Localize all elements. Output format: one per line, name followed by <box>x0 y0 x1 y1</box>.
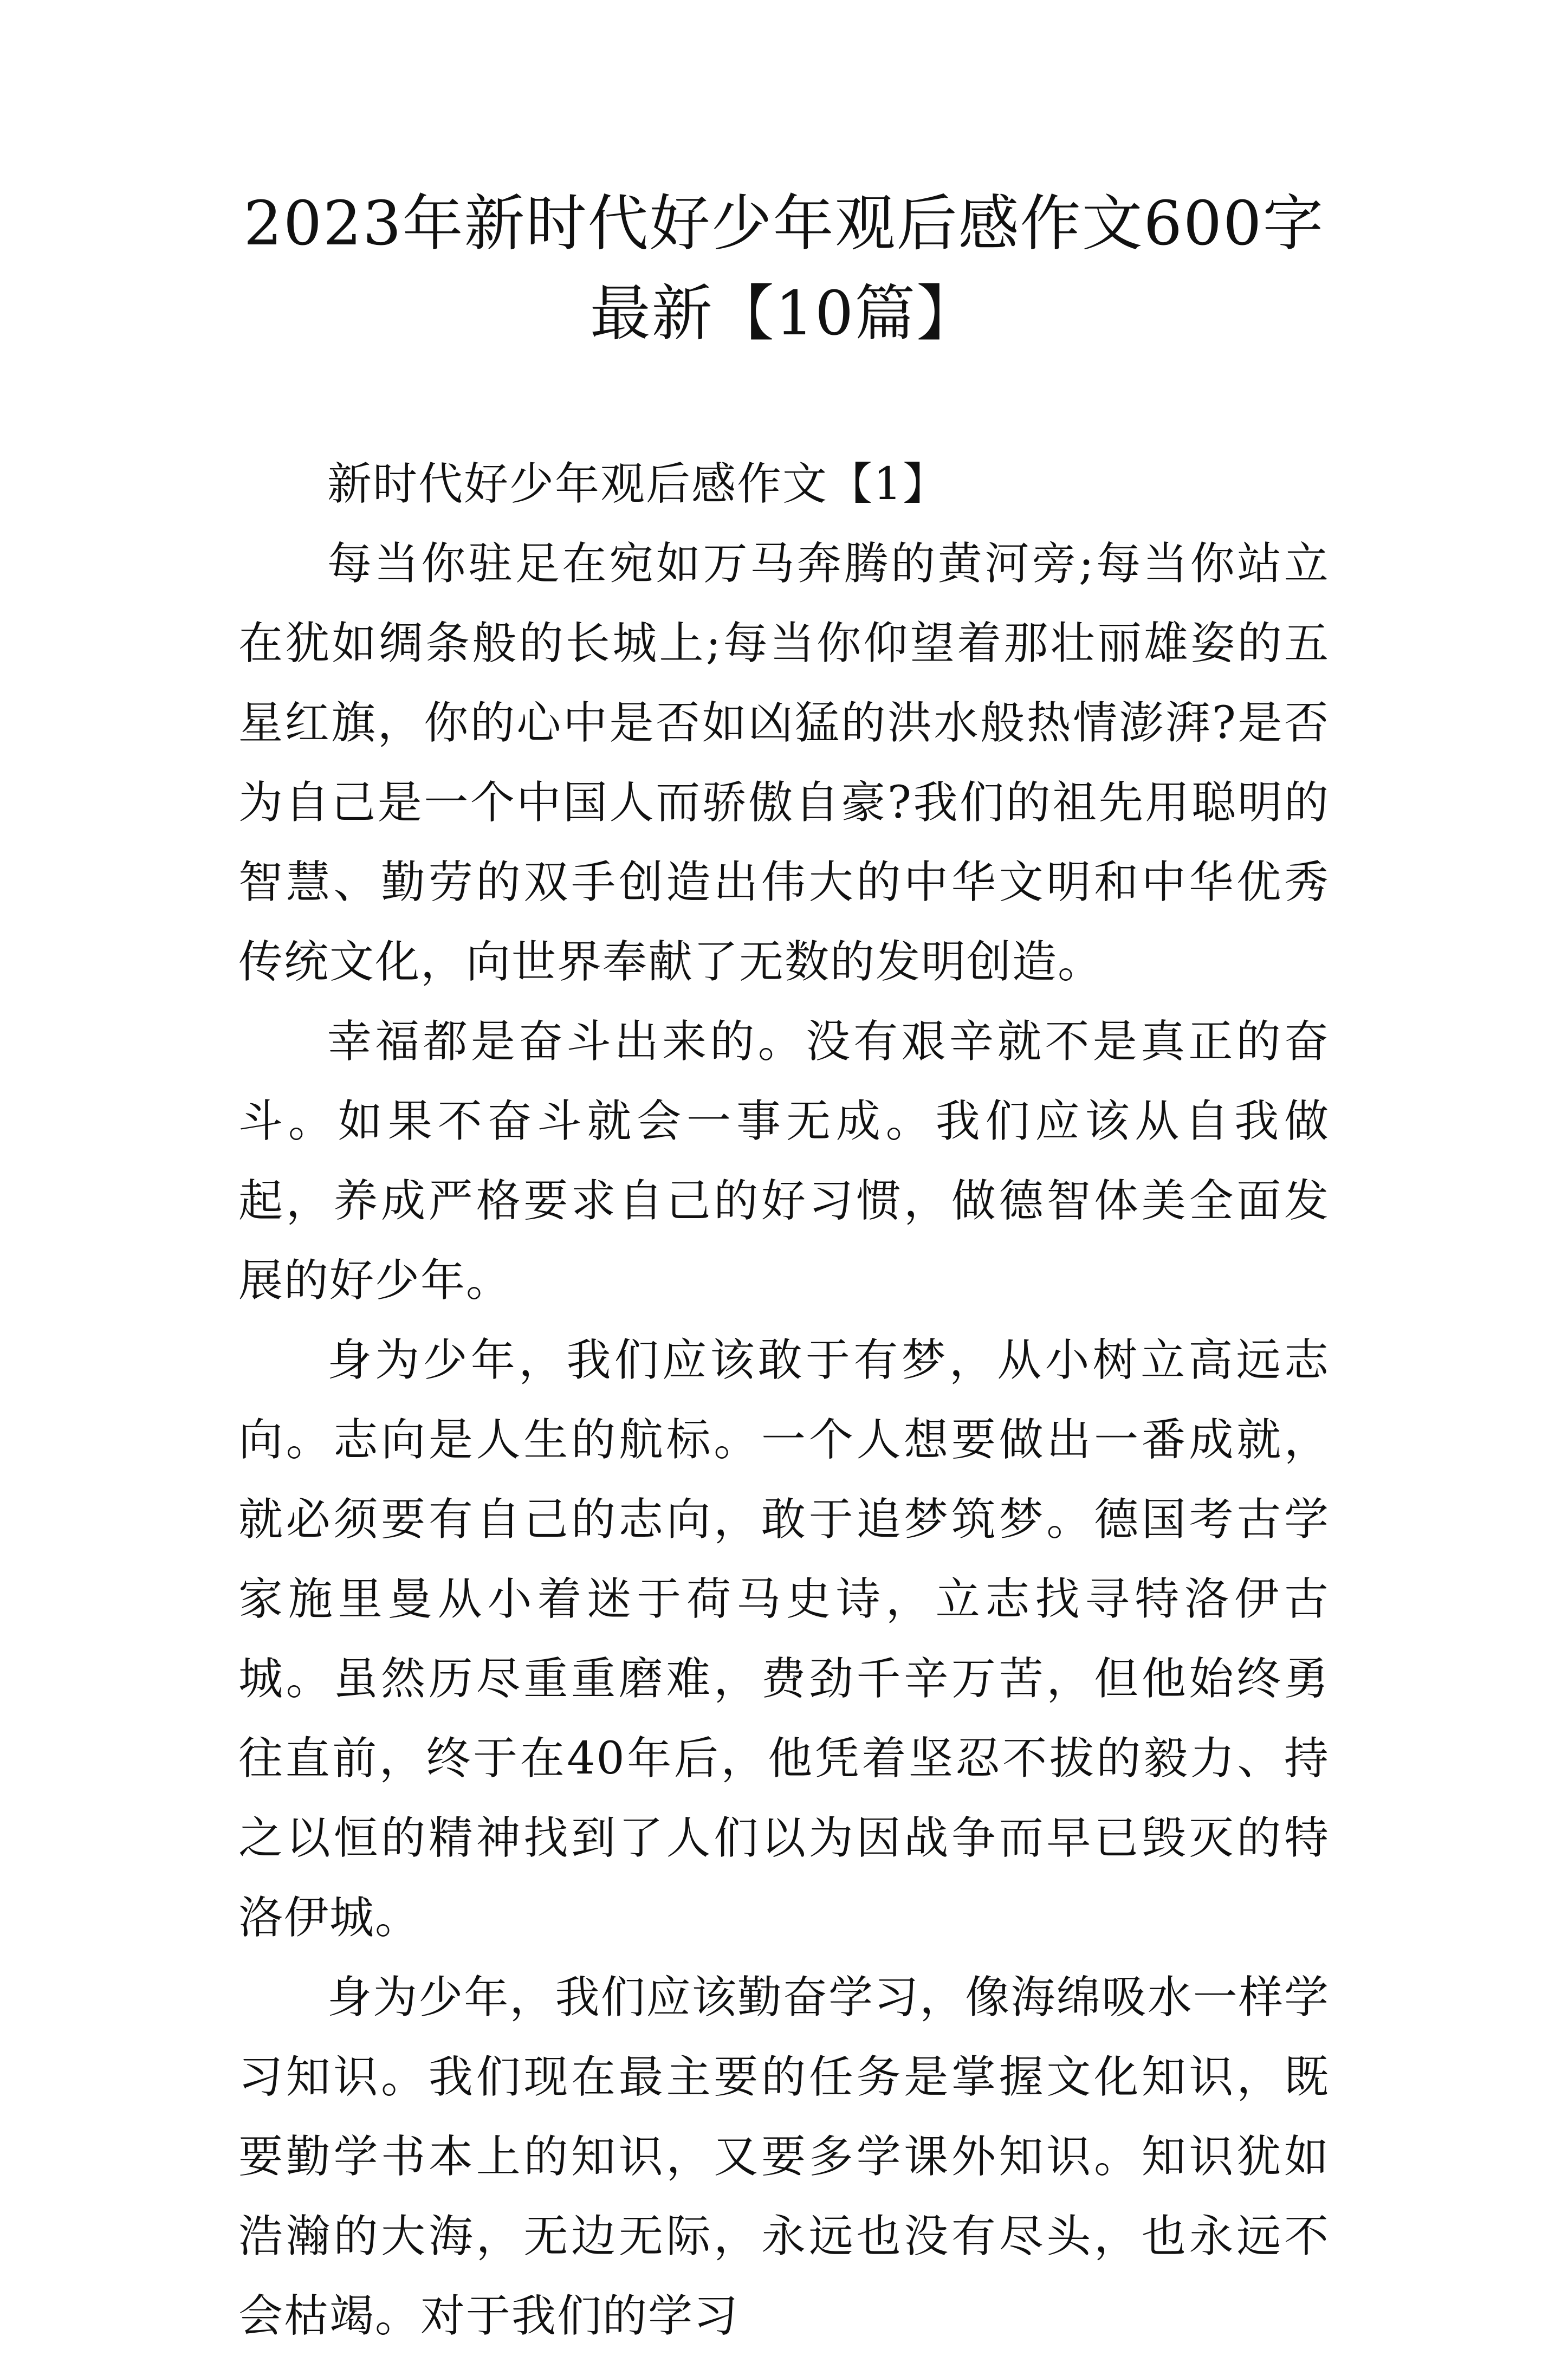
paragraph: 身为少年，我们应该敢于有梦，从小树立高远志向。志向是人生的航标。一个人想要做出一番成就，就必须要有自己的志向，敢于追梦筑梦。德国考古学家施里曼从小着迷于荷马史诗，立志找寻特洛伊古城。虽然历尽重重磨难，费劲千辛万苦，但他始终勇往直前，终于在40年后，他凭着坚忍不拔的毅力、持之以恒的精神找到了人们以为因战争而早已毁灭的特洛伊城。 <box>238 1335 1330 1944</box>
document-title: 2023年新时代好少年观后感作文600字最新【10篇】 <box>243 189 1325 349</box>
paragraph: 每当你驻足在宛如万马奔腾的黄河旁;每当你站立在犹如绸条般的长城上;每当你仰望着那壮丽雄姿的五星红旗，你的心中是否如凶猛的洪水般热情澎湃?是否为自己是一个中国人而骄傲自豪?我们的祖先用聪明的智慧、勤劳的双手创造出伟大的中华文明和中华优秀传统文化，向世界奉献了无数的发明创造。 <box>238 538 1330 988</box>
section-heading: 新时代好少年观后感作文【1】 <box>327 458 949 510</box>
paragraph: 幸福都是奋斗出来的。没有艰辛就不是真正的奋斗。如果不奋斗就会一事无成。我们应该从自我做起，养成严格要求自己的好习惯，做德智体美全面发展的好少年。 <box>238 1016 1330 1306</box>
document-body <box>238 444 1330 2356</box>
paragraph: 身为少年，我们应该勤奋学习，像海绵吸水一样学习知识。我们现在最主要的任务是掌握文化知识，既要勤学书本上的知识，又要多学课外知识。知识犹如浩瀚的大海，无边无际，永远也没有尽头，也永远不会枯竭。对于我们的学习 <box>238 1972 1330 2342</box>
